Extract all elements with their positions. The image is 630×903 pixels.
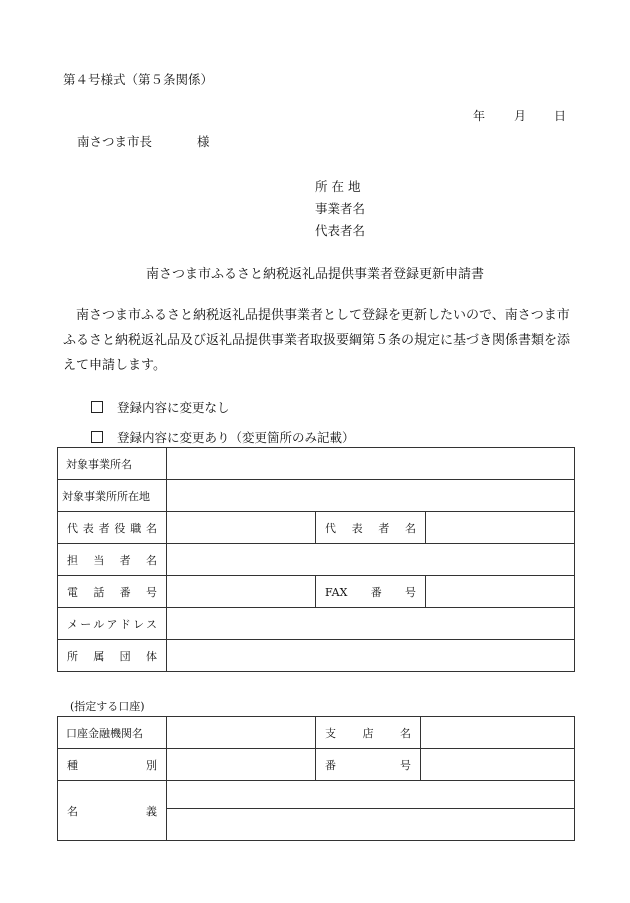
checkbox-no-change[interactable] <box>91 398 230 416</box>
fax-field[interactable] <box>426 576 575 608</box>
contact-person-label: 担当者名 <box>58 544 167 576</box>
account-section-label: (指定する口座) <box>70 700 145 713</box>
rep-name-label: 代表者名 <box>316 512 426 544</box>
branch-field[interactable] <box>421 717 575 749</box>
bank-name-field[interactable] <box>167 717 316 749</box>
table-row <box>58 608 575 640</box>
target-office-address-field[interactable] <box>167 480 575 512</box>
table-row <box>58 781 575 809</box>
table-row <box>58 717 575 749</box>
addressee-name: 南さつま市長 <box>77 134 153 149</box>
account-table <box>57 716 575 841</box>
target-office-label: 対象事業所名 <box>58 448 167 480</box>
number-label: 番号 <box>316 749 421 781</box>
target-office-address-label: 対象事業所所在地 <box>58 480 167 512</box>
representative-label: 代表者名 <box>315 223 366 238</box>
holder-kana-field[interactable] <box>167 781 575 809</box>
phone-field[interactable] <box>167 576 316 608</box>
target-office-field[interactable] <box>167 448 575 480</box>
business-name-label: 事業者名 <box>315 201 366 216</box>
fax-label: FAX番号 <box>316 576 426 608</box>
holder-field[interactable] <box>167 809 575 841</box>
document-title: 南さつま市ふるさと納税返礼品提供事業者登録更新申請書 <box>145 267 484 282</box>
addressee-honorific: 様 <box>197 134 210 149</box>
checkbox-label: 登録内容に変更あり（変更箇所のみ記載） <box>117 430 355 445</box>
contact-person-field[interactable] <box>167 544 575 576</box>
rep-name-field[interactable] <box>426 512 575 544</box>
form-number: 第４号様式（第５条関係） <box>63 72 214 87</box>
body-text: 南さつま市ふるさと納税返礼品提供事業者として登録を更新したいので、南さつま市ふるさと納税返礼品及び返礼品提供事業者取扱要綱第５条の規定に基づき関係書類を添えて申請します。 <box>63 308 571 373</box>
email-field[interactable] <box>167 608 575 640</box>
rep-title-field[interactable] <box>167 512 316 544</box>
holder-label: 名義 <box>58 781 167 841</box>
bank-name-label: 口座金融機関名 <box>58 717 167 749</box>
checkbox-icon[interactable] <box>91 401 103 413</box>
checkbox-label: 登録内容に変更なし <box>117 400 230 415</box>
table-row <box>58 640 575 672</box>
date-month: 月 <box>514 109 527 123</box>
table-row <box>58 749 575 781</box>
address-label: 所 在 地 <box>315 179 361 194</box>
table-row <box>58 448 575 480</box>
date-day: 日 <box>554 109 567 123</box>
phone-label: 電話番号 <box>58 576 167 608</box>
table-row <box>58 512 575 544</box>
rep-title-label: 代表者役職名 <box>58 512 167 544</box>
type-label: 種別 <box>58 749 167 781</box>
table-row <box>58 544 575 576</box>
checkbox-icon[interactable] <box>91 431 103 443</box>
email-label: メールアドレス <box>58 608 167 640</box>
group-label: 所属団体 <box>58 640 167 672</box>
branch-label: 支店名 <box>316 717 421 749</box>
checkbox-changed[interactable] <box>91 428 355 446</box>
table-row <box>58 576 575 608</box>
table-row <box>58 480 575 512</box>
business-info-table <box>57 447 575 672</box>
date-year: 年 <box>473 109 486 123</box>
group-field[interactable] <box>167 640 575 672</box>
type-field[interactable] <box>167 749 316 781</box>
number-field[interactable] <box>421 749 575 781</box>
